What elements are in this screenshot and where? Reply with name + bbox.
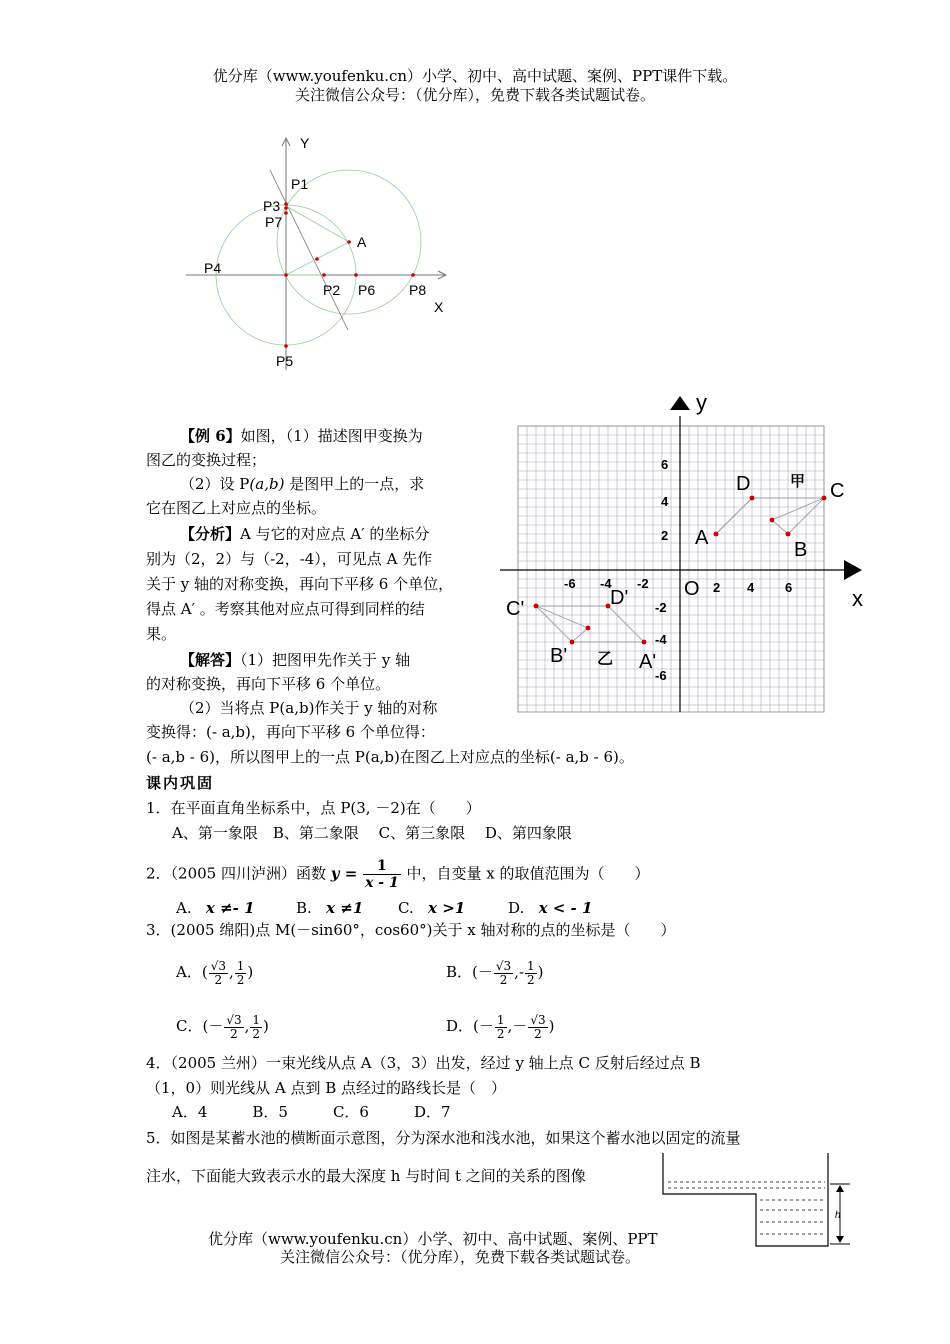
fig1-label-p6: P6 bbox=[358, 282, 376, 298]
ex6-analysis-title: 【分析】 bbox=[180, 525, 241, 543]
fig1-label-p5: P5 bbox=[276, 353, 294, 369]
fig1-x-label: X bbox=[434, 299, 444, 315]
fig2-xtick: -2 bbox=[637, 576, 649, 591]
q3-option-d: D．(－ $\frac{1}{2}$ ,－ $\frac{√3}{2}$ ) bbox=[446, 1012, 555, 1041]
ex6-analysis-2: 别为（2，2）与（-2，-4），可见点 A 先作 bbox=[146, 550, 433, 568]
fig2-point-c-prime: C' bbox=[506, 598, 525, 620]
ex6-analysis-1: 【分析】A 与它的对应点 A′ 的坐标分 bbox=[180, 525, 430, 543]
fig1-label-p7: P7 bbox=[265, 214, 283, 230]
q4-options: A．4 B．5 C．6 D．7 bbox=[172, 1103, 451, 1121]
ex6-analysis-5: 果。 bbox=[146, 625, 177, 643]
section-title: 课内巩固 bbox=[146, 774, 215, 792]
fig2-point-a: A bbox=[695, 527, 709, 549]
q3-option-a: A．( $\frac{√3}{2}$ , $\frac{1}{2}$ ) bbox=[176, 958, 254, 987]
ex6-answer-3: （2）当将点 P(a,b)作关于 y 轴的对称 bbox=[180, 699, 438, 717]
q4-line-2: （1，0）则光线从 A 点到 B 点经过的路线长是（ ） bbox=[146, 1079, 507, 1097]
q5-line-1: 5．如图是某蓄水池的横断面示意图，分为深水池和浅水池，如果这个蓄水池以固定的流量 bbox=[146, 1129, 741, 1147]
fig2-point-b-prime: B' bbox=[550, 645, 568, 667]
ex6-title: 【例 6】 bbox=[180, 427, 241, 445]
fig2-ytick: 6 bbox=[661, 457, 669, 472]
fig1-point-p8 bbox=[411, 273, 415, 277]
fig2-y-label: y bbox=[696, 390, 707, 415]
fig1-y-label: Y bbox=[300, 135, 310, 151]
fig1-label-p2: P2 bbox=[323, 282, 341, 298]
q3-stem: 3．(2005 绵阳)点 M(－sin60°，cos60°)关于 x 轴对称的点的坐标是（ ） bbox=[146, 921, 676, 939]
fig2-xtick: -4 bbox=[600, 576, 612, 591]
ex6-line-4: 它在图乙上对应点的坐标。 bbox=[146, 499, 327, 517]
fig2-xtick: 2 bbox=[713, 580, 721, 595]
figure-grid-transform bbox=[500, 388, 870, 718]
q1-options: A、第一象限 B、第二象限 C、第三象限 D、第四象限 bbox=[172, 824, 572, 842]
ex6-answer-4: 变换得：(- a,b)，再向下平移 6 个单位得： bbox=[146, 723, 435, 741]
reservoir-h-label: h bbox=[835, 1210, 841, 1221]
q3-option-b: B．(－ $\frac{√3}{2}$ ,- $\frac{1}{2}$ ) bbox=[446, 958, 544, 987]
fig1-label-a: A bbox=[357, 234, 367, 250]
fig2-label-yi: 乙 bbox=[597, 651, 614, 668]
fig2-x-label: x bbox=[852, 586, 863, 611]
fig2-ytick: -6 bbox=[655, 668, 667, 683]
fig1-point-p2 bbox=[322, 273, 326, 277]
fig2-label-jia: 甲 bbox=[790, 473, 806, 490]
q2-option-b: B. x ≠1 bbox=[296, 899, 364, 917]
fig1-point-p7 bbox=[284, 211, 288, 215]
footer-line-1: 优分库（www.youfenku.cn）小学、初中、高中试题、案例、PPT bbox=[208, 1230, 658, 1248]
fig1-label-p3: P3 bbox=[263, 198, 281, 214]
fig1-point-a bbox=[347, 240, 351, 244]
fig1-label-p1: P1 bbox=[291, 176, 309, 192]
footer-line-2: 关注微信公众号：（优分库），免费下载各类试题试卷。 bbox=[280, 1248, 641, 1266]
fig2-ytick: 2 bbox=[661, 528, 669, 543]
fig1-point-p3 bbox=[284, 206, 288, 210]
q3-option-c: C．(－ $\frac{√3}{2}$ , $\frac{1}{2}$ ) bbox=[176, 1012, 269, 1041]
q2-option-c: C. x >1 bbox=[398, 899, 466, 917]
header-line-2: 关注微信公众号：（优分库），免费下载各类试题试卷。 bbox=[294, 86, 655, 104]
ex6-answer-title: 【解答】 bbox=[180, 651, 241, 669]
q2-frac-num: 1 bbox=[363, 858, 401, 875]
ex6-answer-2: 的对称变换，再向下平移 6 个单位。 bbox=[146, 675, 391, 693]
fig2-ytick: -4 bbox=[655, 632, 667, 647]
fig2-xtick: -6 bbox=[564, 576, 576, 591]
fig2-point-a-prime: A' bbox=[639, 651, 657, 673]
ex6-analysis-3: 关于 y 轴的对称变换，再向下平移 6 个单位， bbox=[146, 575, 454, 593]
header-line-1: 优分库（www.youfenku.cn）小学、初中、高中试题、案例、PPT课件下载。 bbox=[212, 67, 738, 85]
fig2-point-b: B bbox=[794, 539, 808, 561]
q2-option-a: A. x ≠- 1 bbox=[176, 899, 255, 917]
q2-stem: 2．（2005 四川泸洲）函数 y = $\frac{1}{x - 1}$ 中，自变量 x 的取值范围为（ ） bbox=[146, 858, 650, 891]
ex6-answer-5: (- a,b - 6)，所以图甲上的一点 P(a,b)在图乙上对应点的坐标(- a,b - 6)。 bbox=[146, 748, 634, 766]
ex6-line-3: （2）设 P(a,b) 是图甲上的一点，求 bbox=[180, 475, 425, 493]
fig2-point-d-prime: D' bbox=[610, 587, 629, 609]
ex6-line-2: 图乙的变换过程； bbox=[146, 451, 267, 469]
q5-line-2: 注水，下面能大致表示水的最大深度 h 与时间 t 之间的关系的图像 bbox=[146, 1167, 586, 1185]
figure-circles-diagram bbox=[180, 130, 460, 380]
fig1-perp-bisector bbox=[270, 170, 348, 330]
q1-stem: 1．在平面直角坐标系中，点 P(3, －2)在（ ） bbox=[146, 799, 481, 817]
ex6-analysis-4: 得点 A′ 。考察其他对应点可得到同样的结 bbox=[146, 600, 425, 618]
fig2-ytick: -2 bbox=[655, 600, 667, 615]
ex6-answer-1: 【解答】（1）把图甲先作关于 y 轴 bbox=[180, 651, 411, 669]
ex6-line-1: 【例 6】如图，（1）描述图甲变换为 bbox=[180, 427, 423, 445]
fig2-xtick: 6 bbox=[785, 580, 793, 595]
q4-line-1: 4．（2005 兰州）一束光线从点 A（3，3）出发，经过 y 轴上点 C 反射后经过点 B bbox=[146, 1054, 701, 1072]
fig1-point-p5 bbox=[284, 344, 288, 348]
fig1-point-p6 bbox=[354, 273, 358, 277]
reservoir-diagram bbox=[660, 1150, 860, 1250]
fig2-point-c: C bbox=[830, 480, 845, 502]
fig1-label-p4: P4 bbox=[204, 260, 222, 276]
fig1-point-p1 bbox=[284, 202, 288, 206]
fig1-label-p8: P8 bbox=[409, 282, 427, 298]
fig2-ytick: 4 bbox=[661, 494, 669, 509]
q2-option-d: D. x < - 1 bbox=[508, 899, 593, 917]
fig2-point-d: D bbox=[736, 473, 751, 495]
q2-frac-den: x - 1 bbox=[365, 875, 399, 891]
fig2-origin-label: O bbox=[684, 578, 700, 600]
fig2-xtick: 4 bbox=[747, 580, 755, 595]
